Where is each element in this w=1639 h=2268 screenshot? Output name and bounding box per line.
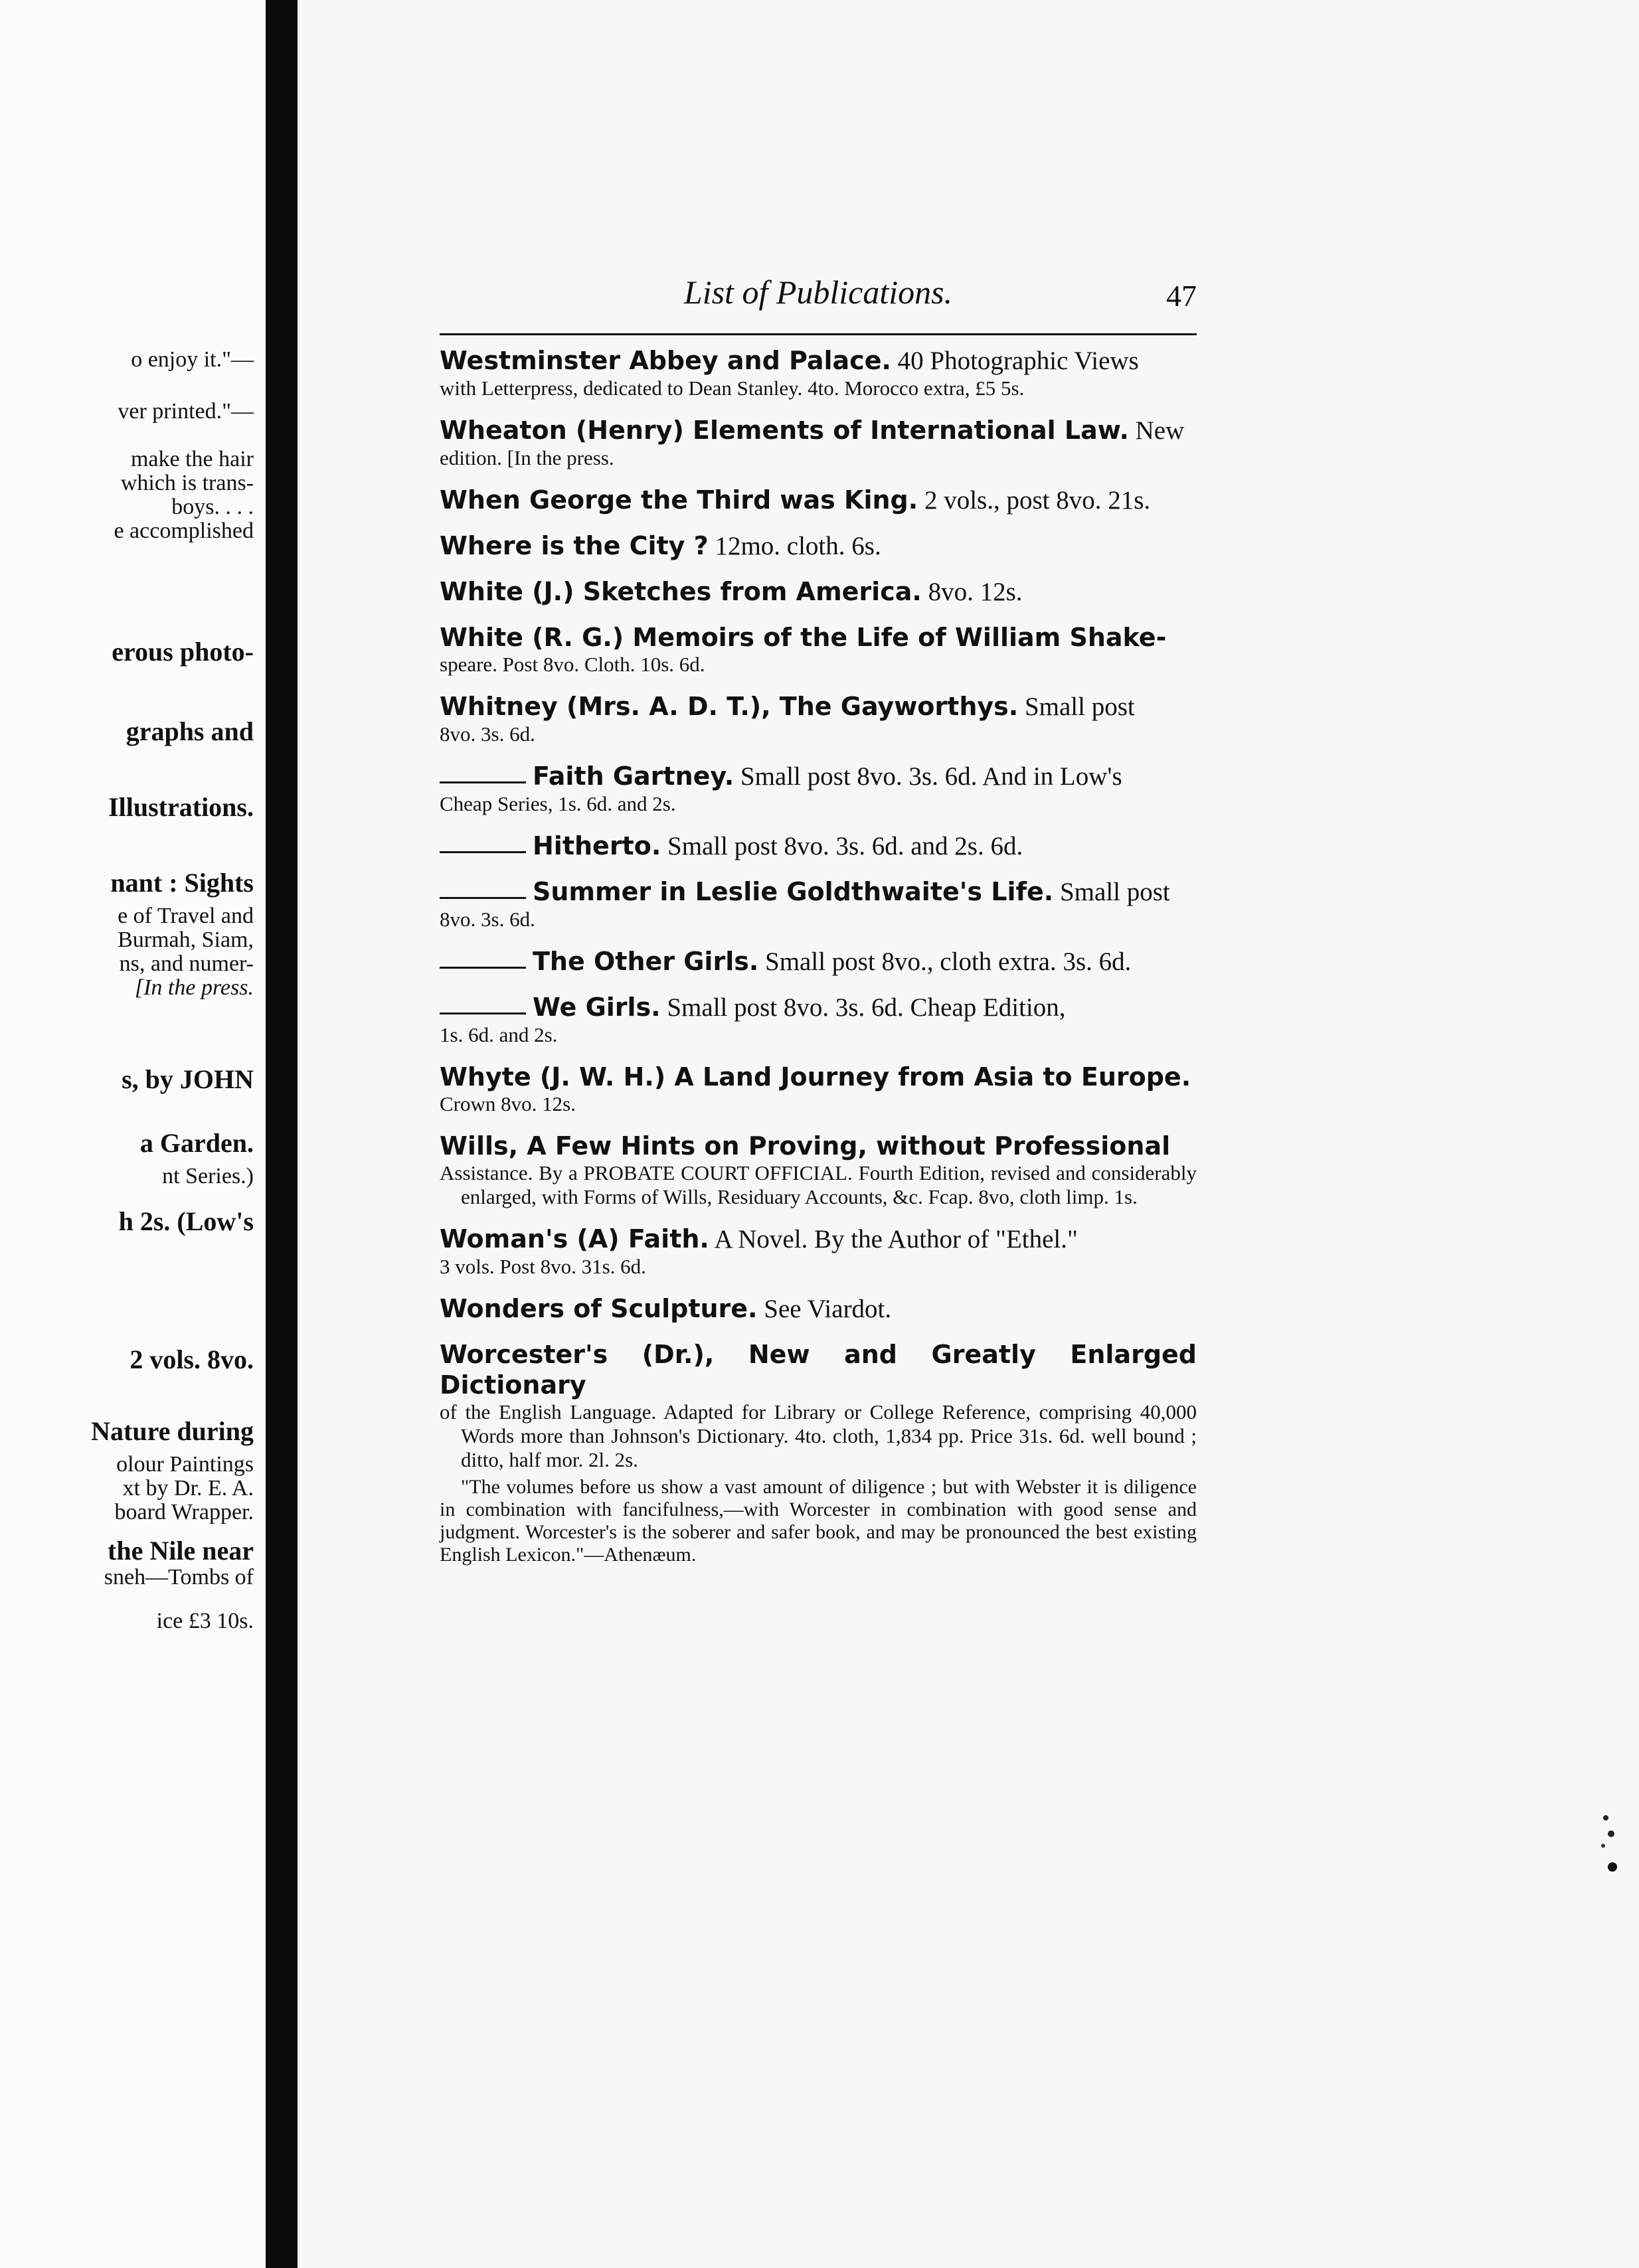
running-header	[440, 272, 1197, 332]
left-page-line: [In the press.	[134, 975, 254, 1000]
left-page-line: erous photo-	[112, 637, 254, 667]
ditto-dash	[440, 781, 526, 783]
entry-title: Wills, A Few Hints on Proving, without Professional	[440, 1131, 1171, 1161]
left-page-line: the Nile near	[108, 1536, 254, 1566]
left-page-line: board Wrapper.	[114, 1500, 254, 1524]
left-page-line: nant : Sights	[110, 868, 254, 898]
left-page-line: boys. . . .	[171, 495, 254, 519]
entry-title: Worcester's (Dr.), New and Greatly Enlarged Dictionary	[440, 1340, 1197, 1400]
list-item	[440, 946, 1197, 977]
ditto-dash	[440, 1012, 526, 1014]
entry-details: 40 Photographic Views	[891, 347, 1139, 375]
entry-title: Whyte (J. W. H.) A Land Journey from Asia to Europe.	[440, 1062, 1191, 1092]
left-page-line: olour Paintings	[116, 1452, 254, 1477]
entry-details: New	[1128, 416, 1185, 445]
ditto-dash	[440, 897, 526, 899]
paper-blemish	[1594, 1806, 1620, 1886]
left-page-line: ns, and numer-	[119, 951, 254, 976]
entry-details: 12mo. cloth. 6s.	[708, 532, 881, 560]
book-gutter	[266, 0, 298, 2268]
left-page-line: o enjoy it."—	[131, 347, 254, 372]
list-item	[440, 1131, 1197, 1209]
entry-title: Whitney (Mrs. A. D. T.), The Gayworthys.	[440, 692, 1019, 721]
left-page-line: sneh—Tombs of	[104, 1565, 254, 1589]
left-page-line: Burmah, Siam,	[118, 928, 254, 952]
entry-title: Westminster Abbey and Palace.	[440, 346, 891, 375]
left-page-line: xt by Dr. E. A.	[122, 1476, 254, 1500]
entry-description: 8vo. 3s. 6d.	[440, 722, 535, 746]
left-page-fragment	[0, 0, 266, 2268]
entry-title: The Other Girls.	[533, 947, 759, 976]
left-page-line: Nature during	[91, 1416, 254, 1446]
entry-details: 2 vols., post 8vo. 21s.	[918, 486, 1151, 515]
list-item	[440, 576, 1197, 608]
list-item	[440, 415, 1197, 470]
entry-title: Where is the City ?	[440, 531, 709, 560]
entry-details: See Viardot.	[757, 1295, 892, 1323]
list-item	[440, 345, 1197, 400]
entry-title: White (R. G.) Memoirs of the Life of William Shake-	[440, 623, 1167, 652]
entry-description: edition. [In the press.	[440, 446, 614, 469]
list-item	[440, 1339, 1197, 1566]
entry-details: 8vo. 12s.	[921, 578, 1023, 606]
list-item	[440, 1293, 1197, 1325]
entry-details: Small post 8vo. 3s. 6d. Cheap Edition,	[660, 993, 1066, 1022]
entry-description: of the English Language. Adapted for Library or College Reference, comprising 40,000 Words more than Johnson's Dictionary. 4to. cloth, 1,834 pp. Price 31s. 6d. well bound ; ditto, half mor. 2l. 2s.	[440, 1400, 1197, 1471]
page-title: List of Publications.	[683, 274, 953, 311]
left-page-line: 2 vols. 8vo.	[129, 1344, 254, 1374]
entry-title: White (J.) Sketches from America.	[440, 577, 922, 606]
left-page-line: which is trans-	[120, 471, 254, 495]
left-page-line: nt Series.)	[162, 1164, 254, 1188]
entry-title: Wonders of Sculpture.	[440, 1294, 758, 1323]
publication-list	[440, 345, 1197, 1581]
list-item	[440, 876, 1197, 932]
entry-title: Faith Gartney.	[533, 762, 734, 791]
entry-title: Woman's (A) Faith.	[440, 1224, 709, 1254]
entry-details: A Novel. By the Author of "Ethel."	[709, 1225, 1078, 1254]
list-item	[440, 691, 1197, 746]
ditto-dash	[440, 967, 526, 969]
left-page-line: make the hair	[130, 447, 254, 471]
header-rule	[440, 333, 1197, 335]
entry-description: with Letterpress, dedicated to Dean Stanley. 4to. Morocco extra, £5 5s.	[440, 376, 1025, 400]
left-page-line: h 2s. (Low's	[118, 1206, 254, 1236]
left-page-line: Illustrations.	[108, 792, 254, 822]
list-item	[440, 992, 1197, 1047]
entry-description: 3 vols. Post 8vo. 31s. 6d.	[440, 1255, 646, 1278]
entry-details: Small post	[1018, 692, 1135, 721]
entry-details: Small post 8vo. 3s. 6d. And in Low's	[734, 762, 1122, 791]
entry-details: Small post	[1053, 878, 1170, 906]
entry-description: Assistance. By a PROBATE COURT OFFICIAL. Fourth Edition, revised and considerably enlarged, with Forms of Wills, Residuary Accounts, &c. Fcap. 8vo, cloth limp. 1s.	[440, 1161, 1197, 1208]
entry-title: When George the Third was King.	[440, 485, 918, 515]
page-number: 47	[1166, 279, 1197, 313]
list-item	[440, 761, 1197, 816]
entry-description: 1s. 6d. and 2s.	[440, 1023, 558, 1046]
entry-title: Wheaton (Henry) Elements of International Law.	[440, 416, 1129, 445]
entry-description: 8vo. 3s. 6d.	[440, 908, 535, 931]
list-item	[440, 1062, 1197, 1116]
list-item	[440, 1224, 1197, 1279]
left-page-line: s, by JOHN	[122, 1064, 254, 1094]
entry-title: We Girls.	[533, 993, 661, 1022]
entry-details: Small post 8vo., cloth extra. 3s. 6d.	[758, 947, 1132, 976]
entry-details: Small post 8vo. 3s. 6d. and 2s. 6d.	[661, 832, 1023, 860]
entry-title: Hitherto.	[533, 831, 661, 860]
entry-title: Summer in Leslie Goldthwaite's Life.	[533, 877, 1054, 906]
left-page-line: e accomplished	[114, 519, 254, 543]
entry-description: Crown 8vo. 12s.	[440, 1092, 576, 1115]
list-item	[440, 530, 1197, 562]
ditto-dash	[440, 851, 526, 853]
list-item	[440, 622, 1197, 677]
left-page-line: a Garden.	[139, 1128, 254, 1158]
left-page-line: e of Travel and	[118, 904, 254, 928]
entry-description: speare. Post 8vo. Cloth. 10s. 6d.	[440, 653, 705, 676]
left-page-line: ice £3 10s.	[156, 1609, 254, 1633]
left-page-line: graphs and	[126, 716, 254, 746]
review-quote: "The volumes before us show a vast amount of diligence ; but with Webster it is diligence in combination with fancifulness,—with Worcester in combination with good sense and judgment. Worcester's is the soberer and safer book, and may be pronounced the best existing English Lexicon."—Athenæum.	[440, 1476, 1197, 1566]
left-page-line: ver printed."—	[118, 399, 254, 424]
list-item	[440, 485, 1197, 516]
entry-description: Cheap Series, 1s. 6d. and 2s.	[440, 792, 676, 815]
list-item	[440, 831, 1197, 862]
